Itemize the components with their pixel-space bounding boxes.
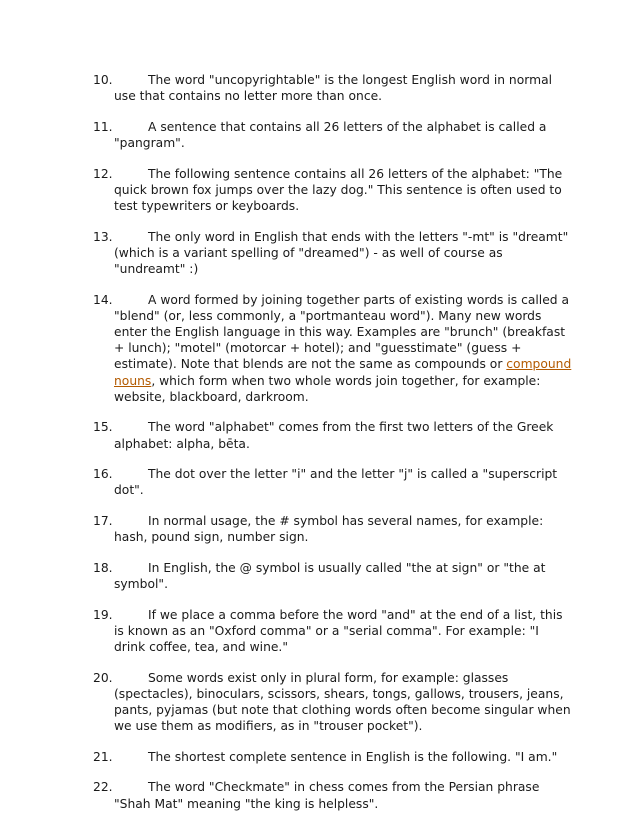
item-number: 15. (93, 420, 113, 435)
item-number: 12. (93, 166, 113, 181)
item-text: The only word in English that ends with the letters "-mt" is "dreamt" (which is a variant spelling of "dreamed") - as well of course as "undreamt" :) (114, 229, 569, 276)
item-number: 21. (93, 749, 113, 764)
item-text: In normal usage, the # symbol has several names, for example: hash, pound sign, number sign. (114, 514, 544, 545)
list-item (93, 513, 573, 545)
item-number: 17. (93, 514, 113, 528)
item-number: 19. (93, 607, 113, 622)
item-number: 16. (93, 467, 113, 482)
item-number: 14. (93, 292, 113, 307)
item-text: Some words exist only in plural form, for example: glasses (spectacles), binoculars, scissors, shears, tongs, gallows, trousers, jeans, pants, pyjamas (but note that clothing words often become singular when we use them as modifiers, as in "trouser pocket"). (114, 670, 571, 734)
item-number: 13. (93, 229, 113, 244)
list-item (93, 119, 573, 151)
fact-list (93, 72, 573, 826)
item-number: 11. (93, 119, 113, 134)
item-text: If we place a comma before the word "and" at the end of a list, this is known as an "Oxford comma" or a "serial comma". For example: "I drink coffee, tea, and wine." (114, 607, 563, 654)
item-text: , which form when two whole words join together, for example: website, blackboard, darkroom. (114, 373, 541, 404)
item-text: The dot over the letter "i" and the letter "j" is called a "superscript dot". (114, 467, 558, 498)
list-item (93, 419, 573, 451)
item-text: A sentence that contains all 26 letters of the alphabet is called a "pangram". (114, 119, 547, 150)
compound-nouns-link[interactable]: compound nouns (114, 357, 572, 388)
item-number: 18. (93, 560, 113, 575)
item-number: 10. (93, 73, 113, 87)
item-text: The word "uncopyrightable" is the longest English word in normal use that contains no letter more than once. (114, 73, 553, 104)
item-number: 22. (93, 780, 113, 795)
item-text: A word formed by joining together parts of existing words is called a "blend" (or, less commonly, a "portmanteau word"). Many new words enter the English language in this way. Examples are "brunch" (breakfast + lunch); "motel" (motorcar + hotel); and "guesstimate" (guess + estimate). Note that blends are not the same as compounds or (114, 292, 570, 372)
list-item (93, 166, 573, 215)
item-text: The shortest complete sentence in English is the following. "I am." (148, 749, 558, 764)
list-item (93, 466, 573, 498)
list-item (93, 292, 573, 405)
list-item (93, 560, 573, 592)
item-number: 20. (93, 670, 113, 685)
list-item (93, 749, 573, 765)
list-item (93, 607, 573, 656)
list-item (93, 72, 573, 104)
list-item (93, 229, 573, 278)
list-item (93, 670, 573, 735)
item-text: In English, the @ symbol is usually called "the at sign" or "the at symbol". (114, 560, 546, 591)
list-item (93, 779, 573, 811)
item-text: The word "Checkmate" in chess comes from the Persian phrase "Shah Mat" meaning "the king is helpless". (114, 780, 540, 811)
item-text: The word "alphabet" comes from the first two letters of the Greek alphabet: alpha, bēta. (114, 420, 554, 451)
item-text: The following sentence contains all 26 letters of the alphabet: "The quick brown fox jumps over the lazy dog." This sentence is often used to test typewriters or keyboards. (114, 166, 563, 213)
